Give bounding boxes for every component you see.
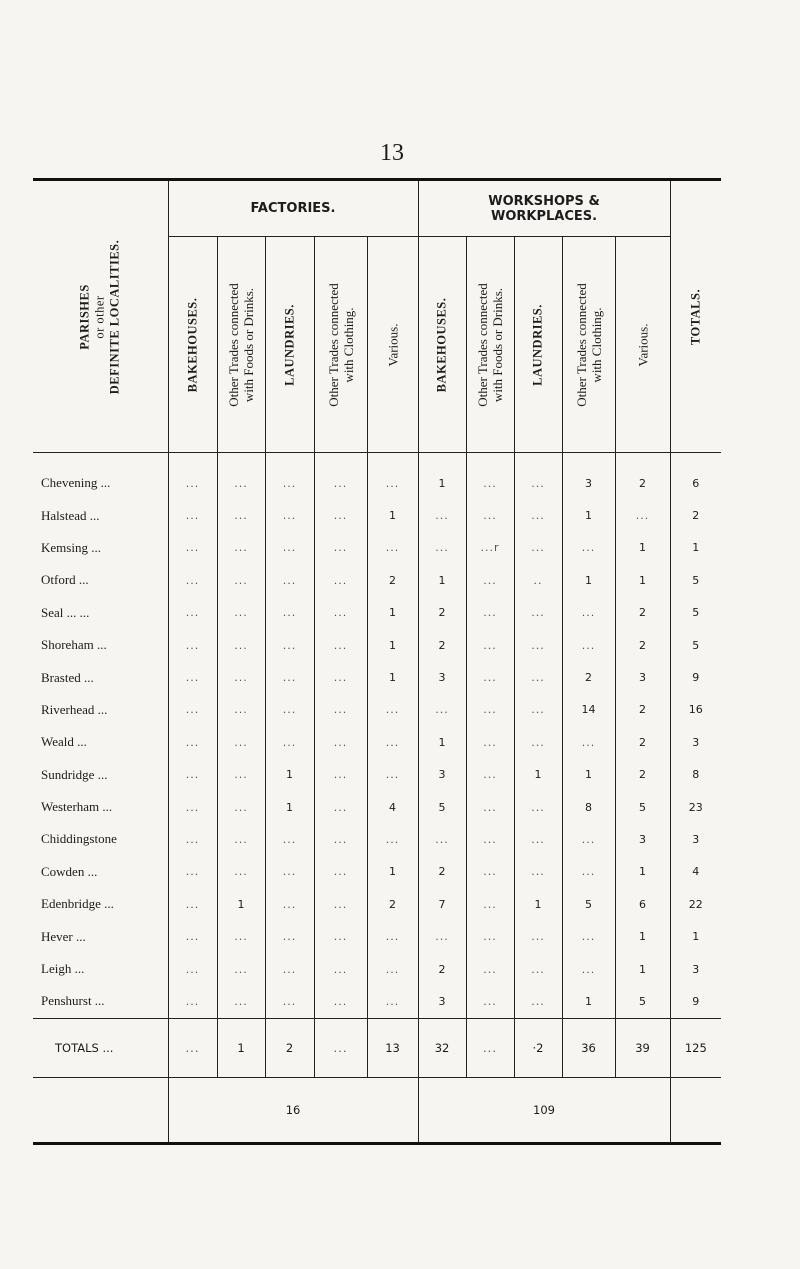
value-cell: ... — [514, 791, 562, 823]
value-cell: ... — [562, 726, 615, 758]
factories-header: FACTORIES. — [168, 180, 418, 237]
value-cell: 6 — [615, 888, 670, 920]
value-cell: 1 — [562, 759, 615, 791]
value-cell: ... — [314, 499, 367, 531]
value-cell: ... — [217, 823, 265, 855]
value-cell: ... — [314, 694, 367, 726]
data-rows — [33, 453, 721, 1019]
value-cell: ... — [168, 856, 217, 888]
value-cell: ... — [265, 532, 314, 564]
value-cell: 3 — [692, 832, 700, 846]
value-cell: ... — [466, 920, 514, 952]
factories-bakehouses-header: BAKEHOUSES. — [168, 237, 217, 453]
value-cell: ... — [217, 661, 265, 693]
grand-total: 125 — [670, 1018, 721, 1077]
total-cell: ... — [314, 1018, 367, 1077]
value-cell: 2 — [418, 856, 466, 888]
value-cell: 1 — [367, 499, 418, 531]
value-cell: ... — [514, 453, 562, 500]
value-cell: ... — [314, 759, 367, 791]
parish-name: Leigh ... — [33, 953, 168, 985]
value-cell: ... — [217, 953, 265, 985]
value-cell: ... — [514, 532, 562, 564]
value-cell: 1 — [562, 499, 615, 531]
value-cell: ... — [466, 453, 514, 500]
group-sum-row — [33, 1077, 721, 1143]
workshops-header-line-2: WORKPLACES. — [490, 208, 598, 224]
value-cell: 9 — [692, 671, 700, 685]
value-cell: ... — [466, 597, 514, 629]
value-cell: ... — [466, 629, 514, 661]
value-cell: ... — [168, 985, 217, 1018]
value-cell: 5 — [615, 985, 670, 1018]
table-row — [33, 856, 721, 888]
value-cell: ... — [367, 453, 418, 500]
value-cell: 8 — [692, 768, 700, 782]
value-cell: ... — [466, 791, 514, 823]
value-cell: ... — [217, 985, 265, 1018]
value-cell: ... — [367, 726, 418, 758]
value-cell: 4 — [367, 791, 418, 823]
value-cell: 9 — [692, 994, 700, 1008]
parish-name: Seal ... ... — [33, 597, 168, 629]
parish-name: Cowden ... — [33, 856, 168, 888]
value-cell: 2 — [418, 953, 466, 985]
factories-clothing-header: Other Trades connected with Clothing. — [314, 237, 367, 453]
value-cell: ... — [217, 499, 265, 531]
value-cell: 22 — [688, 897, 703, 911]
value-cell: 2 — [367, 564, 418, 596]
value-cell: ... — [514, 661, 562, 693]
table-row — [33, 726, 721, 758]
factories-food-trades-header: Other Trades connected with Foods or Drinks. — [217, 237, 265, 453]
value-cell: 14 — [562, 694, 615, 726]
workshops-various-header: Various. — [615, 237, 670, 453]
parish-name: Chevening ... — [33, 453, 168, 500]
value-cell: ... — [265, 856, 314, 888]
value-cell: ... — [217, 564, 265, 596]
value-cell: 1 — [562, 985, 615, 1018]
value-cell: 1 — [265, 759, 314, 791]
value-cell: ... — [168, 920, 217, 952]
value-cell: 2 — [562, 661, 615, 693]
value-cell: 7 — [418, 888, 466, 920]
value-cell: ... — [314, 564, 367, 596]
value-cell: ... — [314, 597, 367, 629]
value-cell: ... — [217, 726, 265, 758]
total-cell: 39 — [615, 1018, 670, 1077]
value-cell: 16 — [688, 703, 703, 717]
workshops-food-trades-header: Other Trades connected with Foods or Drinks. — [466, 237, 514, 453]
value-cell: 8 — [562, 791, 615, 823]
parish-name: Halstead ... — [33, 499, 168, 531]
value-cell: ... — [168, 661, 217, 693]
value-cell: ... — [265, 499, 314, 531]
workshops-sum: 109 — [418, 1077, 670, 1143]
factories-various-header: Various. — [367, 237, 418, 453]
value-cell: ... — [168, 726, 217, 758]
value-cell: ... — [265, 694, 314, 726]
value-cell: 5 — [692, 638, 700, 652]
value-cell: 1 — [418, 564, 466, 596]
value-cell: 2 — [418, 629, 466, 661]
value-cell: ... — [562, 953, 615, 985]
value-cell: ... — [314, 985, 367, 1018]
value-cell: 5 — [692, 573, 700, 587]
value-cell: ... — [514, 953, 562, 985]
parish-name: Edenbridge ... — [33, 888, 168, 920]
value-cell: ... — [466, 888, 514, 920]
table-row — [33, 759, 721, 791]
value-cell: ... — [168, 953, 217, 985]
table-row — [33, 823, 721, 855]
totals-header: TOTALS. — [670, 180, 721, 453]
value-cell: ... — [466, 499, 514, 531]
value-cell: ... — [418, 694, 466, 726]
value-cell: ... — [217, 629, 265, 661]
factories-sum: 16 — [168, 1077, 418, 1143]
value-cell: 3 — [418, 759, 466, 791]
value-cell: ... — [265, 953, 314, 985]
value-cell: ... — [314, 920, 367, 952]
value-cell: ... — [168, 564, 217, 596]
value-cell: 1 — [615, 856, 670, 888]
value-cell: ... — [466, 985, 514, 1018]
value-cell: ... — [418, 920, 466, 952]
parish-header — [33, 180, 168, 453]
value-cell: 1 — [217, 888, 265, 920]
value-cell: ... — [168, 453, 217, 500]
value-cell: ... — [217, 694, 265, 726]
value-cell: 1 — [514, 759, 562, 791]
total-cell: 32 — [418, 1018, 466, 1077]
value-cell: ... — [514, 629, 562, 661]
value-cell: ... — [367, 920, 418, 952]
parish-header-line-1: PARISHES — [77, 283, 92, 350]
value-cell: ... — [314, 888, 367, 920]
workshops-bakehouses-header: BAKEHOUSES. — [418, 237, 466, 453]
value-cell: ... — [615, 499, 670, 531]
parish-name: Weald ... — [33, 726, 168, 758]
total-cell: ·2 — [514, 1018, 562, 1077]
value-cell: ... — [217, 759, 265, 791]
value-cell: ... — [168, 694, 217, 726]
value-cell: ... — [562, 856, 615, 888]
value-cell: 1 — [562, 564, 615, 596]
value-cell: 2 — [615, 453, 670, 500]
value-cell: 1 — [265, 791, 314, 823]
value-cell: 1 — [514, 888, 562, 920]
parish-name: Kemsing ... — [33, 532, 168, 564]
value-cell: 3 — [562, 453, 615, 500]
value-cell: ... — [562, 532, 615, 564]
value-cell: ... — [466, 823, 514, 855]
value-cell: 5 — [692, 606, 700, 620]
value-cell: .. — [514, 564, 562, 596]
value-cell: ... — [562, 920, 615, 952]
value-cell: 1 — [367, 597, 418, 629]
value-cell: ... — [367, 823, 418, 855]
workshops-laundries-header: LAUNDRIES. — [514, 237, 562, 453]
table-row — [33, 694, 721, 726]
value-cell: ... — [466, 726, 514, 758]
value-cell: ...r — [466, 532, 514, 564]
table-row — [33, 597, 721, 629]
value-cell: ... — [314, 661, 367, 693]
value-cell: ... — [168, 629, 217, 661]
value-cell: ... — [314, 823, 367, 855]
total-cell: ... — [168, 1018, 217, 1077]
value-cell: 2 — [692, 509, 700, 523]
factories-laundries-header: LAUNDRIES. — [265, 237, 314, 453]
value-cell: 3 — [692, 735, 700, 749]
value-cell: 3 — [615, 823, 670, 855]
table-row — [33, 791, 721, 823]
value-cell: ... — [466, 661, 514, 693]
table-row — [33, 629, 721, 661]
value-cell: ... — [367, 953, 418, 985]
value-cell: 2 — [615, 629, 670, 661]
value-cell: ... — [168, 823, 217, 855]
value-cell: ... — [217, 791, 265, 823]
value-cell: 4 — [692, 865, 700, 879]
value-cell: ... — [265, 661, 314, 693]
value-cell: 1 — [367, 661, 418, 693]
value-cell: ... — [418, 499, 466, 531]
workshops-clothing-header: Other Trades connected with Clothing. — [562, 237, 615, 453]
value-cell: 6 — [692, 476, 700, 490]
parish-name: Sundridge ... — [33, 759, 168, 791]
value-cell: ... — [217, 856, 265, 888]
parish-name: Shoreham ... — [33, 629, 168, 661]
table-row — [33, 985, 721, 1018]
value-cell: 1 — [418, 453, 466, 500]
value-cell: ... — [265, 823, 314, 855]
value-cell: ... — [466, 694, 514, 726]
value-cell: ... — [562, 629, 615, 661]
value-cell: ... — [514, 985, 562, 1018]
value-cell: ... — [168, 791, 217, 823]
value-cell: ... — [217, 532, 265, 564]
table-row — [33, 888, 721, 920]
value-cell: 2 — [615, 694, 670, 726]
value-cell: ... — [514, 597, 562, 629]
value-cell: ... — [514, 823, 562, 855]
value-cell: ... — [466, 953, 514, 985]
value-cell: ... — [314, 629, 367, 661]
table-row — [33, 532, 721, 564]
value-cell: 1 — [418, 726, 466, 758]
table-row — [33, 453, 721, 500]
value-cell: 3 — [418, 661, 466, 693]
value-cell: 5 — [562, 888, 615, 920]
table-row — [33, 564, 721, 596]
value-cell: ... — [217, 597, 265, 629]
value-cell: ... — [562, 823, 615, 855]
value-cell: ... — [367, 694, 418, 726]
value-cell: ... — [466, 759, 514, 791]
parish-name: Hever ... — [33, 920, 168, 952]
parish-name: Otford ... — [33, 564, 168, 596]
parish-header-line-2: or other — [92, 294, 107, 339]
parish-name: Brasted ... — [33, 661, 168, 693]
value-cell: ... — [217, 453, 265, 500]
parish-name: Chiddingstone — [33, 823, 168, 855]
value-cell: ... — [514, 499, 562, 531]
value-cell: 1 — [615, 953, 670, 985]
value-cell: ... — [367, 985, 418, 1018]
value-cell: ... — [265, 597, 314, 629]
total-cell: ... — [466, 1018, 514, 1077]
total-cell: 2 — [265, 1018, 314, 1077]
value-cell: 2 — [367, 888, 418, 920]
value-cell: ... — [514, 920, 562, 952]
value-cell: 2 — [615, 759, 670, 791]
value-cell: ... — [168, 532, 217, 564]
total-cell: 13 — [367, 1018, 418, 1077]
total-cell: 36 — [562, 1018, 615, 1077]
page-number: 13 — [380, 140, 404, 166]
value-cell: ... — [265, 920, 314, 952]
value-cell: ... — [217, 920, 265, 952]
value-cell: 2 — [418, 597, 466, 629]
value-cell: 1 — [692, 930, 700, 944]
table-row — [33, 499, 721, 531]
value-cell: 1 — [615, 920, 670, 952]
value-cell: ... — [466, 856, 514, 888]
parish-name: Westerham ... — [33, 791, 168, 823]
parish-name: Riverhead ... — [33, 694, 168, 726]
value-cell: ... — [418, 532, 466, 564]
value-cell: ... — [514, 694, 562, 726]
value-cell: 23 — [688, 800, 703, 814]
value-cell: ... — [367, 532, 418, 564]
value-cell: ... — [514, 726, 562, 758]
value-cell: ... — [562, 597, 615, 629]
value-cell: ... — [265, 726, 314, 758]
table-row — [33, 953, 721, 985]
value-cell: ... — [314, 726, 367, 758]
value-cell: ... — [367, 759, 418, 791]
parish-name: Penshurst ... — [33, 985, 168, 1018]
table-row — [33, 661, 721, 693]
value-cell: ... — [265, 564, 314, 596]
parish-header-line-3: DEFINITE LOCALITIES. — [107, 239, 122, 394]
statistics-table — [33, 178, 721, 1145]
value-cell: 1 — [367, 856, 418, 888]
value-cell: ... — [265, 888, 314, 920]
value-cell: ... — [314, 453, 367, 500]
workshops-header-line-1: WORKSHOPS & — [488, 193, 600, 209]
value-cell: ... — [168, 888, 217, 920]
value-cell: 2 — [615, 597, 670, 629]
value-cell: ... — [168, 499, 217, 531]
workshops-header — [418, 180, 670, 237]
value-cell: 3 — [418, 985, 466, 1018]
totals-label: TOTALS ... — [33, 1018, 168, 1077]
totals-row — [33, 1018, 721, 1077]
value-cell: 5 — [418, 791, 466, 823]
value-cell: ... — [466, 564, 514, 596]
value-cell: ... — [418, 823, 466, 855]
value-cell: ... — [265, 985, 314, 1018]
value-cell: ... — [314, 791, 367, 823]
value-cell: ... — [314, 532, 367, 564]
total-cell: 1 — [217, 1018, 265, 1077]
value-cell: ... — [265, 453, 314, 500]
value-cell: 3 — [692, 962, 700, 976]
value-cell: 3 — [615, 661, 670, 693]
value-cell: ... — [314, 856, 367, 888]
value-cell: 5 — [615, 791, 670, 823]
value-cell: 1 — [615, 564, 670, 596]
value-cell: ... — [265, 629, 314, 661]
value-cell: ... — [168, 759, 217, 791]
value-cell: 1 — [692, 541, 700, 555]
value-cell: ... — [514, 856, 562, 888]
value-cell: 1 — [615, 532, 670, 564]
table-row — [33, 920, 721, 952]
value-cell: 2 — [615, 726, 670, 758]
value-cell: ... — [168, 597, 217, 629]
value-cell: ... — [314, 953, 367, 985]
value-cell: 1 — [367, 629, 418, 661]
